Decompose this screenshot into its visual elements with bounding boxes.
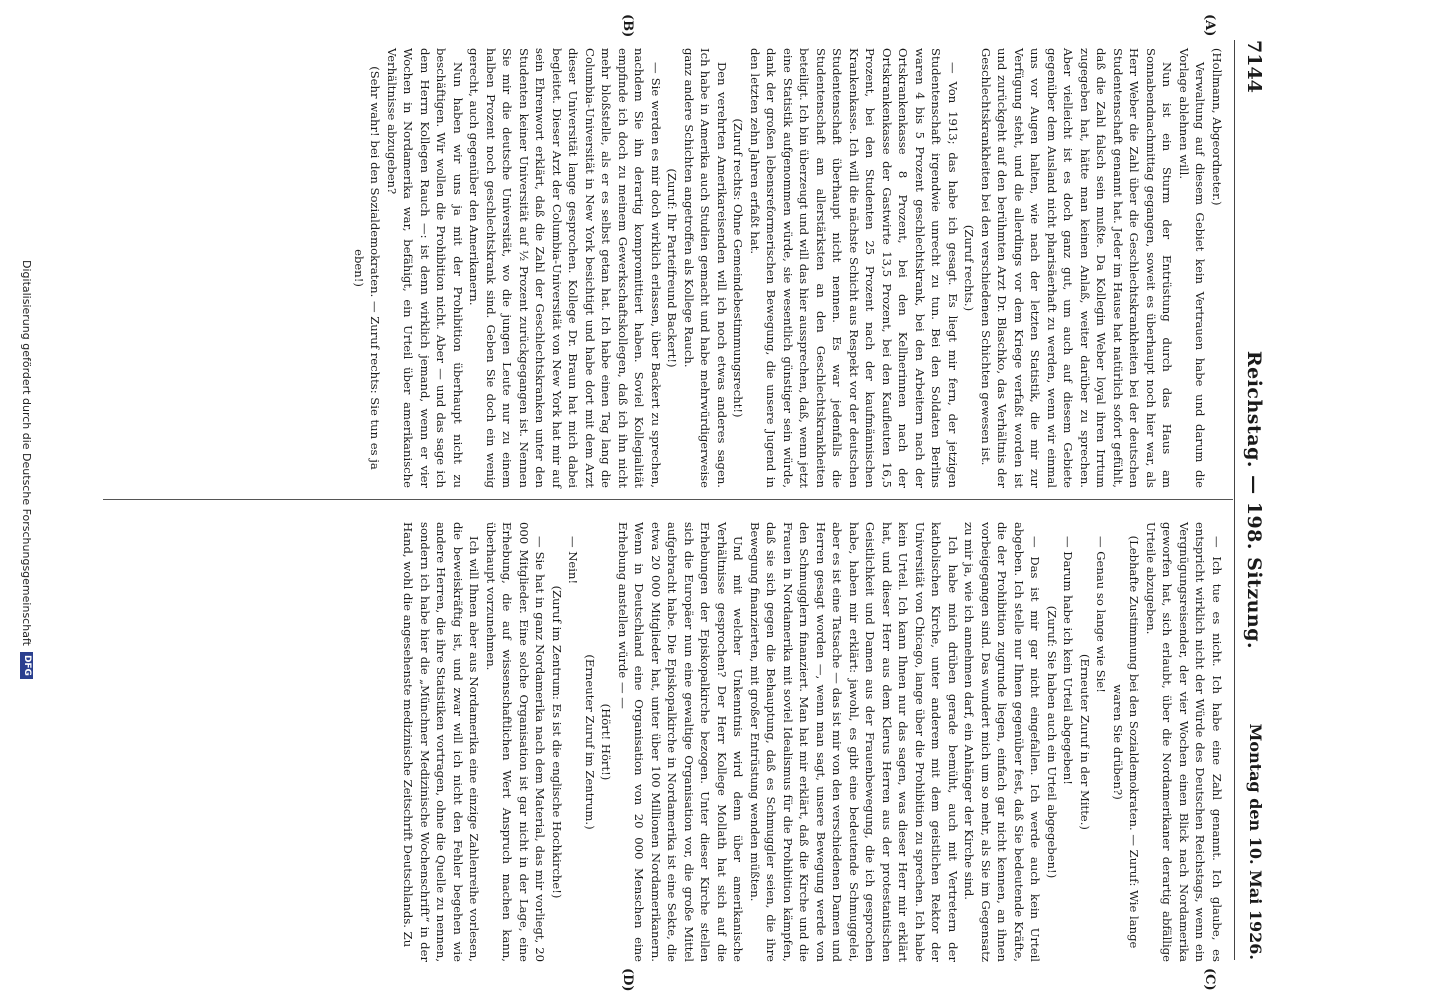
- page-header: [1235, 40, 1265, 960]
- margin-mark-b: (B): [620, 14, 635, 38]
- paragraph: — Sie hat in ganz Nordamerika nach dem Material, das mir vorliegt, 20 000 Mitglieder. Eine solche Organisation ist gar nicht in der Lage, eine Erhebung, die auf wissenschaftlichen Wert Anspruch machen kann, überhaupt vorzunehmen.: [484, 522, 548, 962]
- margin-mark-c: (C): [1202, 968, 1217, 991]
- paragraph: — Das ist mir gar nicht eingefallen. Ich werde auch kein Urteil abgeben. Ich stelle nur Ihnen gegenüber fest, daß Sie bedeutende Kräfte, die der Prohibition zugrunde liegen, einfach gar nicht kennen, an ihnen vorbeigegangen sind. Das wundert mich um so mehr, als Sie im Gegensatz zu mir ja, wie ich annehmen darf, ein Anhänger der Kirche sind.: [962, 522, 1043, 962]
- page-title: Reichstag. — 198. Sitzung.: [1243, 350, 1265, 650]
- paragraph: (Sehr wahr! bei den Sozialdemokraten. — Zuruf rechts: Sie tun es ja eben!): [352, 66, 383, 470]
- paragraph: — Genau so lange wie Sie!: [1094, 536, 1109, 693]
- paragraph: — Ich tue es nicht. Ich habe eine Zahl genannt. Ich glaube, es entspricht wirklich nicht der Würde des Deutschen Reichstags, wenn ein Vergnügungsreisender, der vier Wochen einen Blick nach Nordamerika geworfen hat, sich erlaubt, über die Nordamerikaner derartig abfällige Urteile abzugeben.: [1144, 522, 1224, 962]
- paragraph: Ich will Ihnen aber aus Nordamerika eine einzige Zahlenreihe vorlesen, die beweiskräftig ist, und zwar will ich nicht den Fehler begehen wie andere Herren, die ihre Statistiken vortragen, ohne die Quelle zu nennen, sondern ich habe hier die „Münchner Medizinische Wochenschrift“ in der Hand, wohl die angesehenste medizinische Zeitschrift Deutschlands. Zu: [401, 522, 482, 962]
- paragraph: Nun haben wir uns ja mit der Prohibition überhaupt nicht zu beschäftigen. Wir wollen die Prohibition nicht. Aber — und das sage ich dem Herrn Kollegen Rauch —: ist denn wirklich jemand, wenn er vier Wochen in Nordamerika war, befähigt, ein Urteil über amerikanische Verhältnisse abzugeben?: [385, 48, 465, 488]
- column-divider: [103, 499, 1233, 500]
- paragraph: — Darum habe ich kein Urteil abgegeben!: [1061, 536, 1076, 785]
- page-number: 7144: [1243, 40, 1265, 93]
- paragraph: Ich habe mich drüben gerade bemüht, auch mit Vertretern der katholischen Kirche, unter anderem mit dem geistlichen Rektor der Universität von Chicago, lange über die Prohibition zu sprechen. Ich habe kein Urteil. Ich kann Ihnen nur das sagen, was dieser Herr mir erklärt hat, und dieser Herr aus dem Klerus Herren aus der protestantischen Geistlichkeit und Damen aus der Frauenbewegung, die ich gesprochen habe, haben mir erklärt: jawohl, es gibt eine bedeutende Schmuggelei, aber es ist eine Tatsache — das ist mir von den verschiedenen Damen und Herren gesagt worden —, wenn man sagt, unsere Bewegung werde von den Schmugglern finanziert. Man hat mir erklärt, daß die Kirche und die Frauen in Nordamerika mit soviel Idealismus für die Prohibition kämpfen, daß sie sich gegen die Behauptung, daß es Schmuggler seien, die ihre Bewegung finanzierten, mit großer Entrüstung wenden müßten.: [748, 522, 960, 962]
- page-date: Montag den 10. Mai 1926.: [1246, 723, 1265, 960]
- paragraph: (Zuruf: Sie haben auch ein Urteil abgegeben!): [1045, 605, 1059, 879]
- paragraph: (Zuruf im Zentrum: Es ist die englische Hochkirche!): [550, 585, 564, 899]
- paragraph: (Zuruf: Ihr Parteifreund Backert!): [665, 168, 680, 368]
- paragraph: (Erneuter Zuruf im Zentrum.): [583, 654, 597, 830]
- paragraph: — Von 1913; das habe ich gesagt. Es liegt mir fern, der jetzigen Studentenschaft irgendwie unrecht zu tun. Bei den Soldaten Berlins waren 4 bis 5 Prozent geschlechtskrank, bei den Arbeitern nach der Ortskrankenkasse 8 Prozent, bei den Kellnerinnen nach der Ortskrankenkasse der Gastwirte 13,5 Prozent, bei den Kaufleuten 16,5 Prozent, bei den Studenten 25 Prozent nach der kaufmännischen Krankenkasse. Ich will die nächste Schicht aus Respekt vor der deutschen Studentenschaft überhaupt nicht nennen. Es war jedenfalls die Studentenschaft am allerstärksten an den Geschlechtskrankheiten beteiligt. Ich bin überzeugt und will das hier aussprechen, daß, wenn jetzt eine Statistik aufgenommen würde, sie wesentlich günstiger sein würde, dank der großen lebensreformerischen Bewegung, die unsere Jugend in den letzten zehn Jahren erfaßt hat.: [748, 48, 960, 488]
- paragraph: Und mit welcher Unkenntnis wird denn über amerikanische Verhältnisse gesprochen? Der Herr Kollege Mollath hat sich auf die Erhebungen der Episkopalkirche bezogen. Unter dieser Kirche stellen sich die Europäer nun eine gewaltige Organisation vor, die große Mittel aufgebracht habe. Die Episkopalkirche in Nordamerika ist eine Sekte, die etwa 20 000 Mitglieder hat, unter über 100 Millionen Nordamerikanern. Wenn in Deutschland eine Organisation von 20 000 Menschen eine Erhebung anstellen würde — —: [616, 522, 746, 962]
- header-rule: [1234, 40, 1235, 960]
- paragraph: Den verehrten Amerikareisenden will ich noch etwas anderes sagen. Ich habe in Amerika auch Studien gemacht und habe mehrwürdigerweise ganz andere Schichten angetroffen als Kollege Rauch.: [682, 48, 729, 488]
- digitization-credit: [20, 260, 34, 990]
- paragraph: (Erneuter Zuruf in der Mitte.): [1078, 654, 1092, 830]
- paragraph: (Zuruf rechts.): [962, 224, 977, 312]
- margin-mark-d: (D): [620, 968, 635, 992]
- paragraph: (Lebhafte Zustimmung bei den Sozialdemokraten. — Zuruf: Wie lange waren Sie drüben?): [1111, 535, 1142, 949]
- paragraph: Nun ist ein Sturm der Entrüstung durch das Haus am Sonnabendnachmittag gegangen, soweit es überhaupt noch hier war, als Herr Weber die Zahl über die Geschlechtskrankheiten bei der deutschen Studentenschaft genannt hat. Jeder im Hause hat natürlich sofort gefühlt, daß die Zahl falsch sein mußte. Da Kollegin Weber loyal ihren Irrtum zugegeben hat, hätte man keinen Anlaß, weiter darüber zu sprechen. Aber vielleicht ist es doch ganz gut, um auch auf diesem Gebiete gegenüber dem Ausland nicht pharisäerhaft zu werden, wenn wir einmal uns vor Augen halten, wie nach der letzten Statistik, die mir zur Verfügung steht, und die allerdings vor dem Kriege verfaßt worden ist und zurückgeht auf den berühmten Arzt Dr. Blaschko, das Verhältnis der Geschlechtskrankheiten bei den verschiedenen Schichten gewesen ist.: [979, 48, 1175, 488]
- paragraph: — Nein!: [566, 536, 581, 585]
- dfg-logo: DFG: [21, 652, 34, 679]
- paragraph: (Zuruf rechts: Ohne Gemeindebestimmungsrecht!): [731, 118, 746, 418]
- credit-text: Digitalisierung gefördert durch die Deutsche Forschungsgemeinschaft: [20, 260, 34, 646]
- paragraph: Verwaltung auf diesem Gebiet kein Vertrauen habe und darum die Vorlage ablehnen will.: [1177, 48, 1208, 488]
- rotated-document-page: [25, 0, 1325, 1000]
- paragraph: (Hollmann, Abgeordneter.): [1210, 48, 1224, 206]
- margin-mark-a: (A): [1202, 14, 1217, 37]
- right-column: [400, 522, 1225, 962]
- left-column: [351, 48, 1226, 488]
- paragraph: (Hört! Hört!): [599, 703, 614, 781]
- paragraph: — Sie werden es mir doch wirklich erlassen, über Backert zu sprechen, nachdem Sie ihn derartig kompromittiert haben. Soviel Kollegialität empfinde ich doch zu meinem Gewerkschaftskollegen, daß ich ihn nicht mehr bloßstelle, als er es selbst getan hat. Ich habe einen Tag lang die Columbia-Universität in New York besichtigt und habe dort mit dem Arzt dieser Universität lange gesprochen. Kollege Dr. Braun hat mich dabei begleitet. Dieser Arzt der Columbia-Universität von New York hat mir auf sein Ehrenwort erklärt, daß die Zahl der Geschlechtskranken unter den Studenten keiner Universität auf ½ Prozent zurückgegangen ist. Nennen Sie mir die deutsche Universität, wo die jungen Leute nur zu einem halben Prozent noch geschlechtskrank sind. Geben Sie doch ein wenig gerecht, auch gegenüber den Amerikanern.: [467, 48, 663, 488]
